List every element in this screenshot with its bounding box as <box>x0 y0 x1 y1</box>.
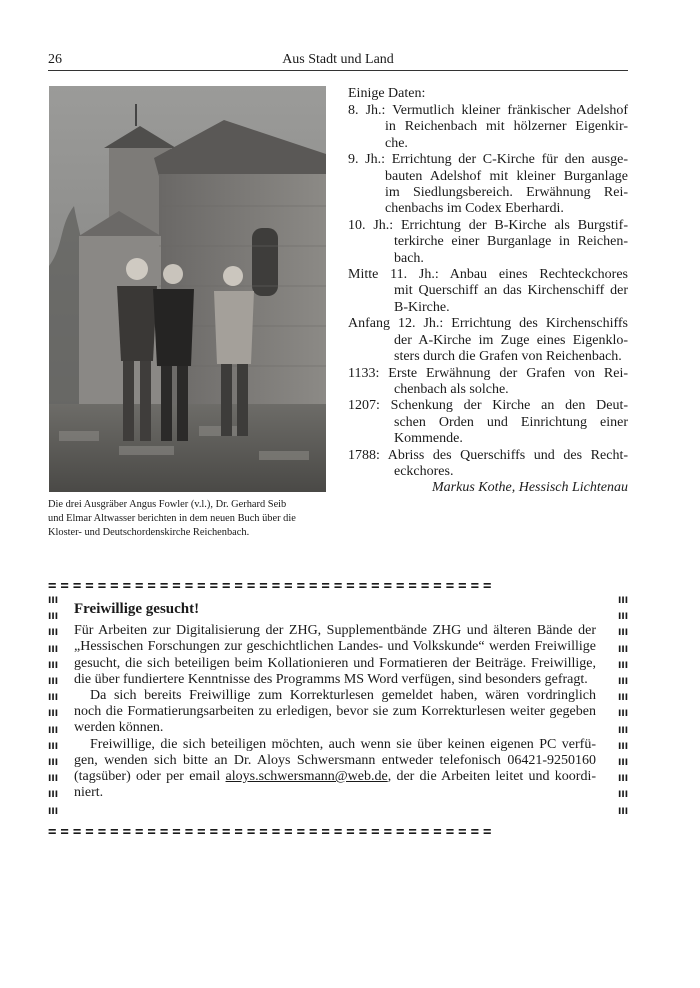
notice-line: gen, wenden sich bitte an Dr. Aloys Schwersmann entweder telefonisch 06421-9250160 <box>74 752 596 768</box>
border-mark: III <box>618 677 629 687</box>
notice-line: die über fundiertere Kenntnisse des Programms MS Word verfügen, sind besonders gefragt. <box>74 671 588 687</box>
caption-line: Kloster- und Deutschordenskirche Reichenbach. <box>48 527 250 538</box>
notice-line <box>74 769 596 785</box>
entry-line: chenbach als solche. <box>394 381 509 397</box>
notice-line: werden können. <box>74 720 164 736</box>
photo-caption <box>48 498 340 540</box>
border-mark: III <box>618 596 629 606</box>
border-mark: III <box>618 741 629 752</box>
entry-line: sters durch die Grafen von Reichenbach. <box>394 349 622 365</box>
border-mark: III <box>48 677 59 687</box>
entry-line: B-Kirche. <box>394 299 450 315</box>
border-mark: III <box>48 612 59 623</box>
running-head: Aus Stadt und Land <box>282 52 394 67</box>
entry-line: eckchores. <box>394 463 454 479</box>
email-link[interactable]: aloys.schwersmann@web.de <box>225 769 388 785</box>
entry-line: Mitte 11. Jh.: Anbau eines Rechteckchores <box>348 267 628 283</box>
date-entry <box>348 103 628 152</box>
notice-line: Für Arbeiten zur Digitalisierung der ZHG, Supplementbände ZHG und älteren Bände der <box>74 623 596 639</box>
caption-line: Die drei Ausgräber Angus Fowler (v.l.), Dr. Gerhard Seib <box>48 499 287 510</box>
church-photo-icon <box>49 86 326 492</box>
border-mark: III <box>48 806 59 817</box>
date-entry <box>348 152 628 218</box>
entry-line: bauten Adelshof mit kleiner Burganlage <box>385 168 628 184</box>
border-mark: III <box>48 774 59 785</box>
entry-line: chenbachs im Codex Eberhardi. <box>385 201 564 217</box>
notice-border-top: ==================================== <box>48 581 496 591</box>
border-mark: III <box>618 628 629 639</box>
date-entry <box>348 366 628 399</box>
entry-line: der A-Kirche im Zuge eines Eigenklo- <box>394 332 628 348</box>
entry-line: schen Orden und Einrichtung einer <box>394 414 628 430</box>
border-mark: III <box>618 725 629 736</box>
border-mark: III <box>48 628 59 639</box>
page-number: 26 <box>48 52 62 67</box>
date-entry <box>348 316 628 365</box>
border-mark: III <box>618 709 629 720</box>
notice-box <box>48 581 628 843</box>
notice-line: „Hessischen Forschungen zur geschichtlichen Landes- und Volkskunde“ werden Freiwillige <box>74 639 596 655</box>
border-mark: III <box>618 660 629 671</box>
entry-line: 10. Jh.: Errichtung der B-Kirche als Burgstif- <box>348 217 628 233</box>
border-mark: III <box>48 741 59 752</box>
dates-column <box>348 86 628 497</box>
notice-border-right <box>618 597 630 823</box>
border-mark: III <box>48 725 59 736</box>
entry-line: bach. <box>394 250 424 266</box>
notice-content <box>74 601 596 801</box>
border-mark: III <box>48 790 59 801</box>
entry-line: che. <box>385 135 408 151</box>
entry-line: 1788: Abriss des Querschiffs und des Recht- <box>348 447 628 463</box>
church-photo <box>49 86 326 492</box>
dates-heading: Einige Daten: <box>348 86 426 101</box>
border-mark: III <box>48 758 59 768</box>
date-entry <box>348 218 628 267</box>
border-mark: III <box>618 644 629 655</box>
border-mark: III <box>618 693 629 704</box>
border-mark: III <box>48 596 59 606</box>
border-mark: III <box>618 758 629 768</box>
entry-line: im Siedlungsbereich. Erwähnung Rei- <box>385 185 628 201</box>
entry-line: terkirche einer Burganlage in Reichen- <box>394 234 628 250</box>
entry-line: mit Querschiff an das Kirchenschiff der <box>394 283 628 299</box>
notice-border-left <box>48 597 60 823</box>
entry-line: Anfang 12. Jh.: Errichtung des Kirchenschiffs <box>348 316 628 332</box>
border-mark: III <box>618 612 629 623</box>
border-mark: III <box>618 806 629 817</box>
date-entry <box>348 448 628 481</box>
author-signature: Markus Kothe, Hessisch Lichtenau <box>432 480 628 496</box>
date-entry <box>348 398 628 447</box>
page-header <box>48 52 628 71</box>
notice-line: niert. <box>74 785 104 801</box>
notice-border-bottom: ==================================== <box>48 827 496 837</box>
border-mark: III <box>48 644 59 655</box>
border-mark: III <box>618 790 629 801</box>
notice-line: Da sich bereits Freiwillige zum Korrekturlesen gemeldet haben, wären vordringlich <box>90 688 596 704</box>
notice-line: Freiwillige, die sich beteiligen möchten, auch wenn sie über keinen eigenen PC verfü- <box>90 736 596 752</box>
entry-line: 1207: Schenkung der Kirche an den Deut- <box>348 398 628 414</box>
notice-text: (tagsüber) oder per email <box>74 769 221 785</box>
border-mark: III <box>48 693 59 704</box>
notice-line: gesucht, die sich beteiligen beim Kollationieren und Formatieren der Beiträge. Freiwillige, <box>74 655 596 671</box>
notice-line: noch die Formatierungsarbeiten zu erledigen, bevor sie zum Korrekturlesen weiter gegeben <box>74 704 596 720</box>
entry-line: 9. Jh.: Errichtung der C-Kirche für den ausge- <box>348 152 628 168</box>
border-mark: III <box>48 660 59 671</box>
caption-line: und Elmar Altwasser berichten in dem neuen Buch über die <box>48 513 296 524</box>
border-mark: III <box>618 774 629 785</box>
entry-line: in Reichenbach mit hölzerner Eigenkir- <box>385 119 628 135</box>
notice-text: , der die Arbeiten leitet und koordi- <box>387 769 596 785</box>
date-entry <box>348 267 628 316</box>
entry-line: Kommende. <box>394 431 463 447</box>
notice-title: Freiwillige gesucht! <box>74 601 200 617</box>
border-mark: III <box>48 709 59 720</box>
entry-line: 8. Jh.: Vermutlich kleiner fränkischer Adelshof <box>348 103 628 118</box>
entry-line: 1133: Erste Erwähnung der Grafen von Rei- <box>348 365 628 381</box>
